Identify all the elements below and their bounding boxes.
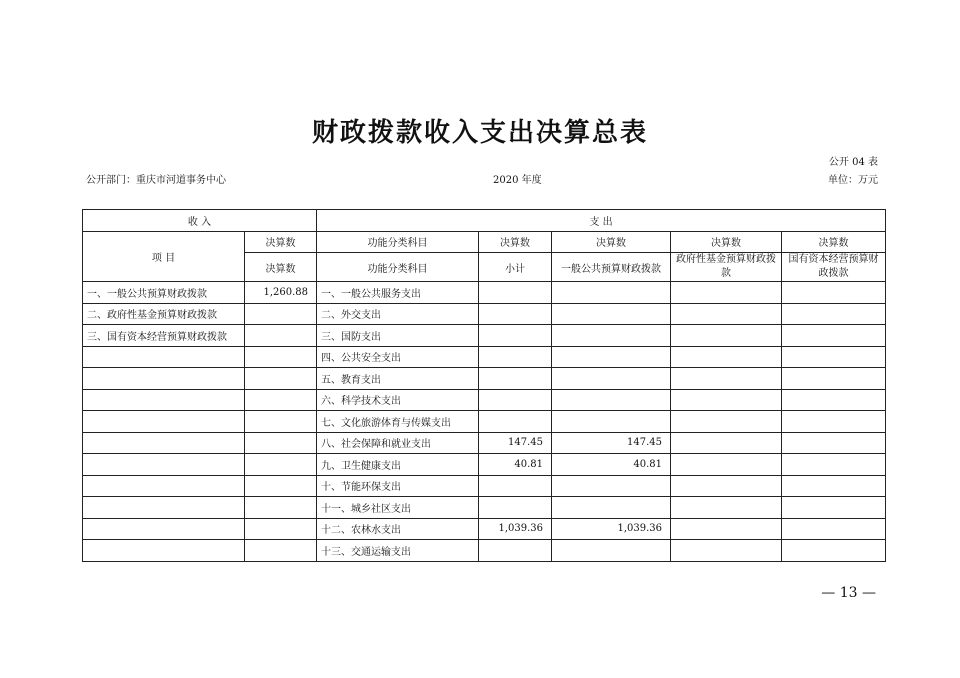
income-item-cell: 二、政府性基金预算财政拨款 (83, 303, 245, 325)
expense-amount-header: 决算数 (782, 231, 886, 253)
income-item-cell (83, 497, 245, 519)
subtotal-amount-cell (479, 303, 552, 325)
general-budget-header: 一般公共预算财政拨款 (552, 253, 671, 282)
page-title: 财政拨款收入支出决算总表 (311, 118, 648, 148)
income-amount-cell: 1,260.88 (245, 282, 317, 304)
year-label: 2020 年度 (493, 175, 542, 186)
income-item-cell (83, 518, 245, 540)
table-row (83, 518, 886, 540)
income-header: 收 入 (83, 210, 317, 232)
gov-fund-amount-cell (671, 368, 782, 390)
subtotal-amount-cell (479, 282, 552, 304)
table-row (83, 540, 886, 562)
income-amount-cell (245, 432, 317, 454)
gov-fund-amount-cell (671, 389, 782, 411)
state-capital-header: 国有资本经营预算财政拨款 (782, 253, 886, 282)
expense-amount-header: 决算数 (552, 231, 671, 253)
income-amount-cell (245, 475, 317, 497)
page-number: — 13 — (821, 585, 876, 601)
general-budget-amount-cell (552, 325, 671, 347)
state-capital-amount-cell (782, 411, 886, 433)
gov-fund-amount-cell (671, 303, 782, 325)
func-category-cell: 七、文化旅游体育与传媒支出 (317, 411, 479, 433)
form-number: 公开 04 表 (828, 157, 878, 168)
gov-fund-amount-cell (671, 432, 782, 454)
table-row (83, 368, 886, 390)
table-row (83, 389, 886, 411)
func-category-cell: 六、科学技术支出 (317, 389, 479, 411)
income-item-cell (83, 389, 245, 411)
state-capital-amount-cell (782, 518, 886, 540)
gov-fund-amount-cell (671, 454, 782, 476)
func-category-cell: 八、社会保障和就业支出 (317, 432, 479, 454)
general-budget-amount-cell (552, 497, 671, 519)
gov-fund-amount-cell (671, 518, 782, 540)
income-item-cell: 三、国有资本经营预算财政拨款 (83, 325, 245, 347)
income-amount-cell (245, 454, 317, 476)
gov-fund-amount-cell (671, 411, 782, 433)
table-row (83, 497, 886, 519)
state-capital-amount-cell (782, 282, 886, 304)
subtotal-amount-cell (479, 389, 552, 411)
func-category-cell: 十三、交通运输支出 (317, 540, 479, 562)
func-category-cell: 五、教育支出 (317, 368, 479, 390)
func-category-header: 功能分类科目 (317, 231, 479, 253)
state-capital-amount-cell (782, 432, 886, 454)
income-amount-cell (245, 303, 317, 325)
income-amount-cell (245, 368, 317, 390)
state-capital-amount-cell (782, 497, 886, 519)
subtotal-amount-cell: 1,039.36 (479, 518, 552, 540)
table-row (83, 411, 886, 433)
subtotal-amount-cell (479, 325, 552, 347)
table-row (83, 346, 886, 368)
income-item-cell (83, 346, 245, 368)
subtotal-amount-cell (479, 497, 552, 519)
subtotal-amount-cell (479, 346, 552, 368)
state-capital-amount-cell (782, 303, 886, 325)
income-item-cell (83, 411, 245, 433)
func-category-subheader: 功能分类科目 (317, 253, 479, 282)
func-category-cell: 十、节能环保支出 (317, 475, 479, 497)
general-budget-amount-cell: 147.45 (552, 432, 671, 454)
table-row (83, 303, 886, 325)
income-item-cell (83, 368, 245, 390)
income-amount-cell (245, 325, 317, 347)
subtotal-amount-cell (479, 540, 552, 562)
expense-amount-header: 决算数 (671, 231, 782, 253)
income-item-cell (83, 475, 245, 497)
func-category-cell: 一、一般公共服务支出 (317, 282, 479, 304)
general-budget-amount-cell (552, 475, 671, 497)
state-capital-amount-cell (782, 325, 886, 347)
general-budget-amount-cell (552, 368, 671, 390)
general-budget-amount-cell: 40.81 (552, 454, 671, 476)
subtotal-header: 小计 (479, 253, 552, 282)
income-amount-cell (245, 518, 317, 540)
general-budget-amount-cell: 1,039.36 (552, 518, 671, 540)
subtotal-amount-cell (479, 411, 552, 433)
income-item-cell: 一、一般公共预算财政拨款 (83, 282, 245, 304)
subtotal-amount-cell: 40.81 (479, 454, 552, 476)
income-amount-header: 决算数 (245, 231, 317, 253)
func-category-cell: 四、公共安全支出 (317, 346, 479, 368)
budget-table (82, 209, 886, 562)
income-amount-subheader: 决算数 (245, 253, 317, 282)
general-budget-amount-cell (552, 346, 671, 368)
state-capital-amount-cell (782, 475, 886, 497)
income-item-cell (83, 432, 245, 454)
table-row (83, 282, 886, 304)
state-capital-amount-cell (782, 540, 886, 562)
table-row (83, 454, 886, 476)
expense-amount-header: 决算数 (479, 231, 552, 253)
table-row (83, 475, 886, 497)
gov-fund-amount-cell (671, 346, 782, 368)
gov-fund-amount-cell (671, 540, 782, 562)
state-capital-amount-cell (782, 454, 886, 476)
table-row (83, 325, 886, 347)
general-budget-amount-cell (552, 303, 671, 325)
income-item-cell (83, 540, 245, 562)
func-category-cell: 九、卫生健康支出 (317, 454, 479, 476)
income-amount-cell (245, 411, 317, 433)
income-amount-cell (245, 346, 317, 368)
gov-fund-header: 政府性基金预算财政拨款 (671, 253, 782, 282)
state-capital-amount-cell (782, 346, 886, 368)
income-item-cell (83, 454, 245, 476)
table-row (83, 432, 886, 454)
income-amount-cell (245, 540, 317, 562)
general-budget-amount-cell (552, 540, 671, 562)
state-capital-amount-cell (782, 389, 886, 411)
state-capital-amount-cell (782, 368, 886, 390)
expense-header: 支 出 (317, 210, 886, 232)
func-category-cell: 十一、城乡社区支出 (317, 497, 479, 519)
gov-fund-amount-cell (671, 475, 782, 497)
unit-label: 单位：万元 (828, 175, 878, 186)
general-budget-amount-cell (552, 411, 671, 433)
general-budget-amount-cell (552, 282, 671, 304)
income-amount-cell (245, 497, 317, 519)
func-category-cell: 二、外交支出 (317, 303, 479, 325)
func-category-cell: 三、国防支出 (317, 325, 479, 347)
subtotal-amount-cell (479, 368, 552, 390)
subtotal-amount-cell: 147.45 (479, 432, 552, 454)
income-amount-cell (245, 389, 317, 411)
subtotal-amount-cell (479, 475, 552, 497)
gov-fund-amount-cell (671, 497, 782, 519)
func-category-cell: 十二、农林水支出 (317, 518, 479, 540)
department-label: 公开部门：重庆市河道事务中心 (86, 175, 226, 186)
general-budget-amount-cell (552, 389, 671, 411)
gov-fund-amount-cell (671, 282, 782, 304)
item-header: 项 目 (83, 231, 245, 282)
gov-fund-amount-cell (671, 325, 782, 347)
